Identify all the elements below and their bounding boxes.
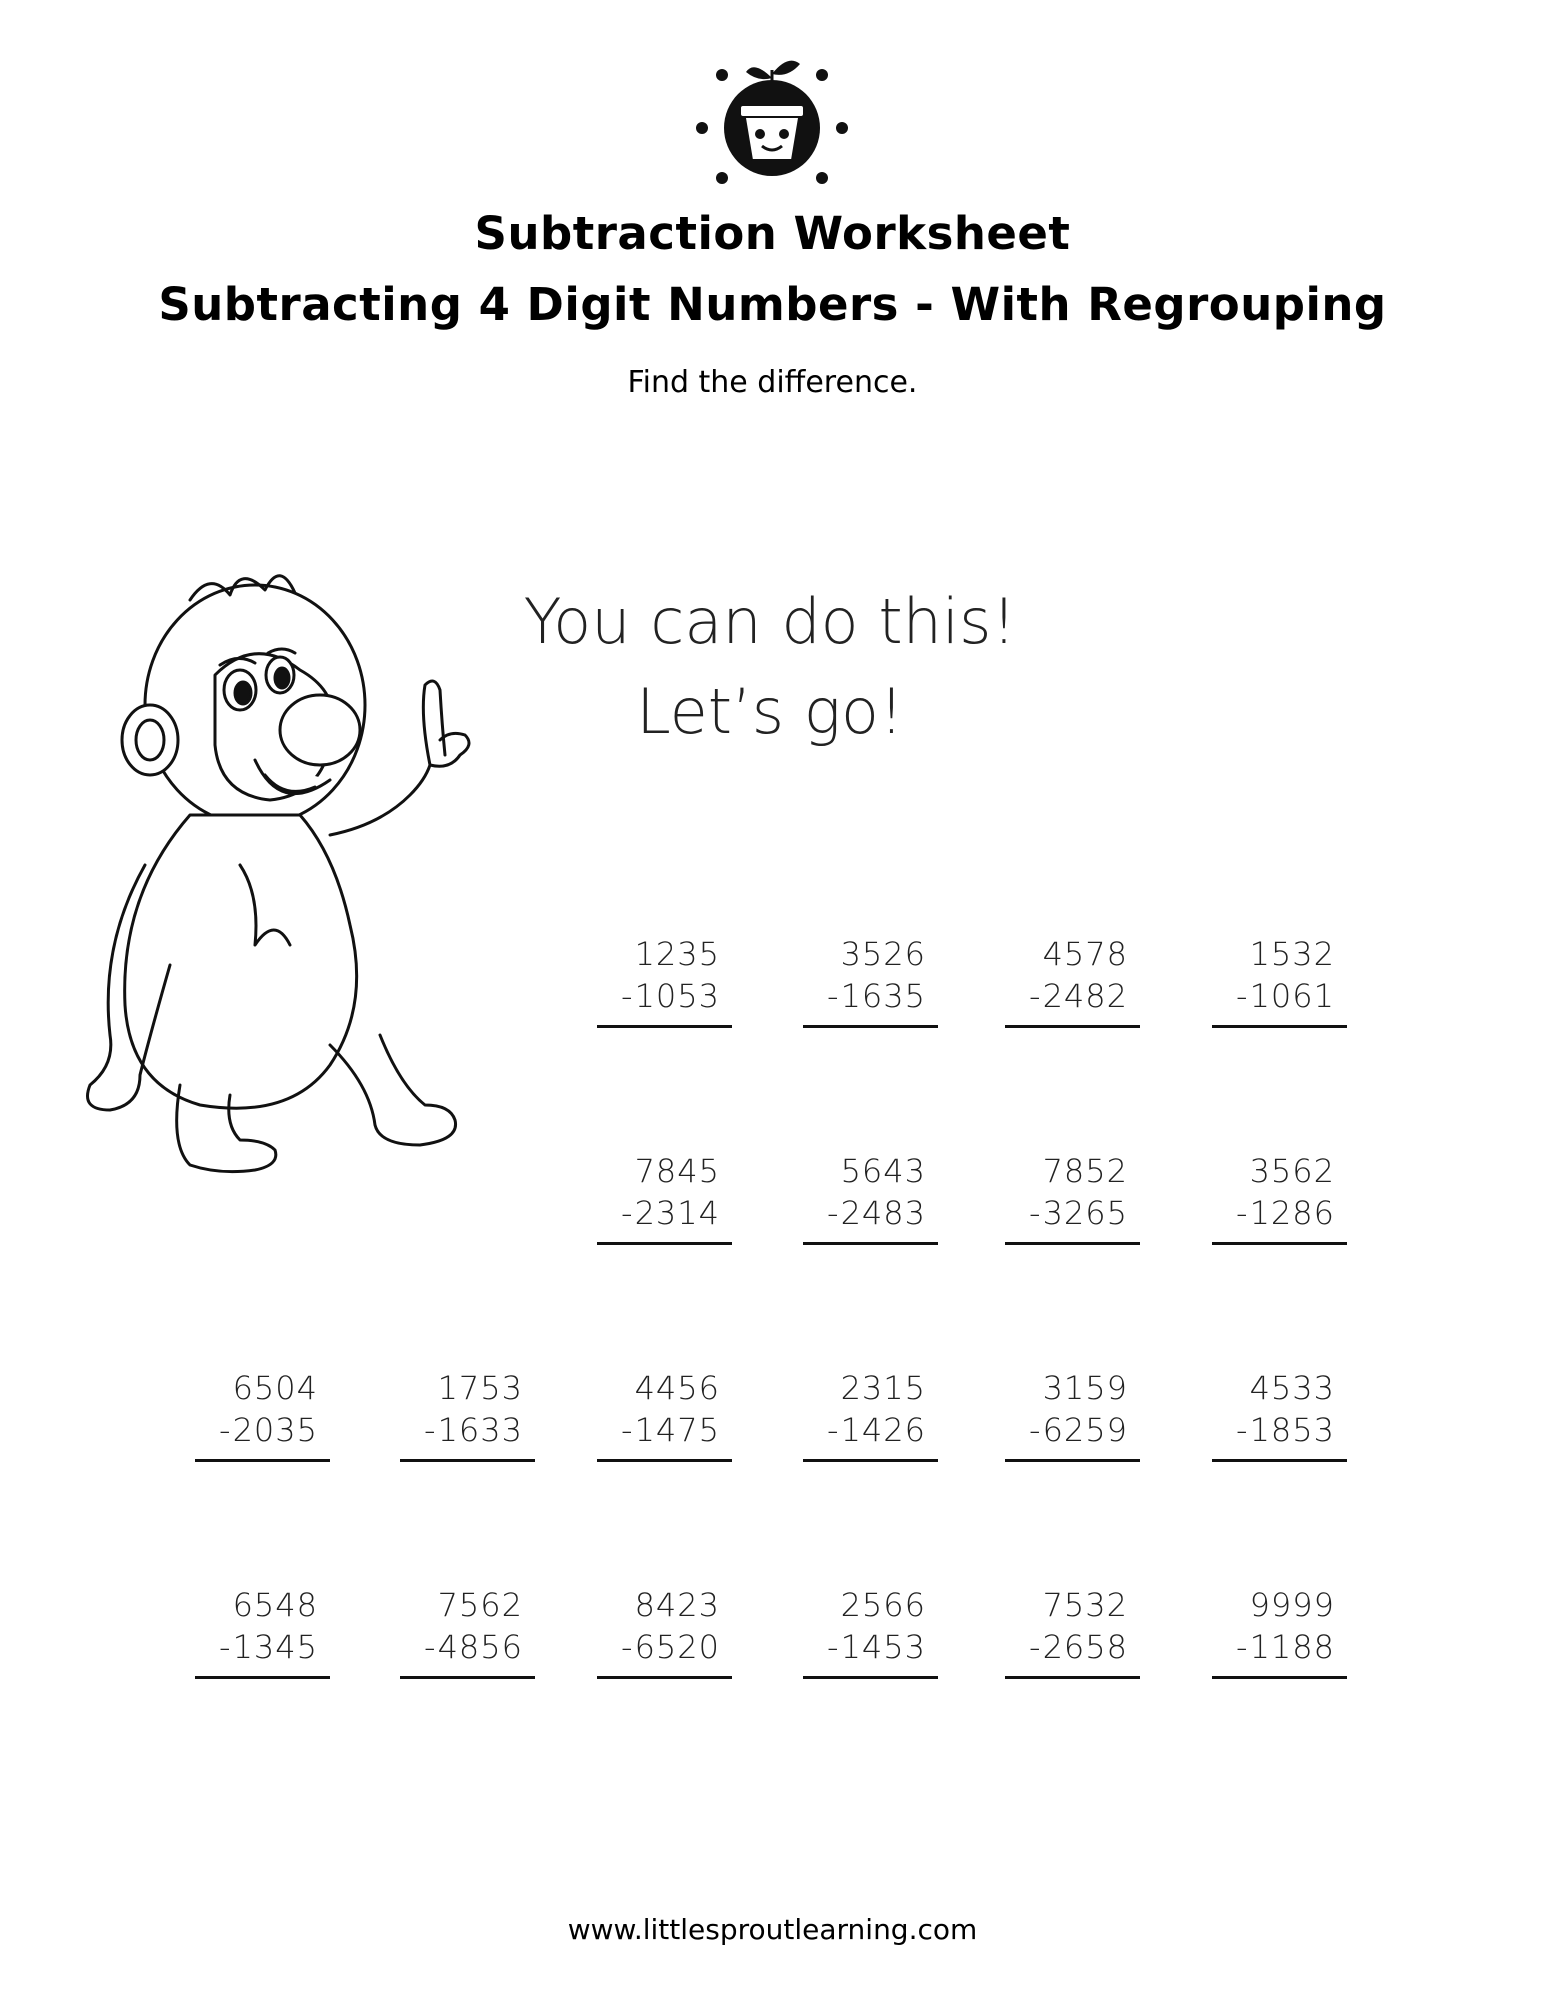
subtrahend: 1635 [840, 977, 926, 1015]
minuend: 7532 [1042, 1586, 1128, 1624]
minuend: 6504 [232, 1369, 318, 1407]
subtrahend: 1053 [634, 977, 720, 1015]
subtraction-problem [803, 1369, 938, 1479]
minuend: 6548 [232, 1586, 318, 1624]
subtrahend: 1188 [1249, 1628, 1335, 1666]
minuend: 7562 [437, 1586, 523, 1624]
subtraction-problem [1005, 1152, 1140, 1262]
answer-line[interactable] [803, 1242, 938, 1245]
minus-sign: - [621, 1411, 633, 1449]
subtrahend: 2035 [232, 1411, 318, 1449]
minus-sign: - [827, 1411, 839, 1449]
subtrahend: 2482 [1042, 977, 1128, 1015]
subtraction-problem [597, 1369, 732, 1479]
minuend: 4456 [634, 1369, 720, 1407]
answer-line[interactable] [597, 1459, 732, 1462]
answer-line[interactable] [1005, 1676, 1140, 1679]
subtrahend: 3265 [1042, 1194, 1128, 1232]
answer-line[interactable] [195, 1459, 330, 1462]
subtraction-problem [597, 935, 732, 1045]
subtraction-problem [1212, 1369, 1347, 1479]
answer-line[interactable] [1005, 1242, 1140, 1245]
answer-line[interactable] [1212, 1676, 1347, 1679]
minuend: 2315 [840, 1369, 926, 1407]
minus-sign: - [827, 1194, 839, 1232]
subtraction-problem [803, 1586, 938, 1696]
answer-line[interactable] [195, 1676, 330, 1679]
minuend: 1532 [1249, 935, 1335, 973]
minuend: 1235 [634, 935, 720, 973]
encouragement-line-2: Let’s go! [636, 675, 904, 748]
minuend: 2566 [840, 1586, 926, 1624]
minuend: 4578 [1042, 935, 1128, 973]
minuend: 3562 [1249, 1152, 1335, 1190]
worksheet-title: Subtraction Worksheet [474, 207, 1071, 260]
minus-sign: - [1236, 1194, 1248, 1232]
encouragement-line-1: You can do this! [523, 585, 1017, 658]
minuend: 3526 [840, 935, 926, 973]
subtrahend: 4856 [437, 1628, 523, 1666]
subtraction-problem [803, 1152, 938, 1262]
minuend: 4533 [1249, 1369, 1335, 1407]
minus-sign: - [1236, 1628, 1248, 1666]
sprout-logo-icon [682, 50, 862, 190]
minuend: 7845 [634, 1152, 720, 1190]
answer-line[interactable] [597, 1242, 732, 1245]
subtrahend: 2314 [634, 1194, 720, 1232]
subtrahend: 1453 [840, 1628, 926, 1666]
minuend: 9999 [1249, 1586, 1335, 1624]
minus-sign: - [1236, 977, 1248, 1015]
subtraction-problem [1005, 935, 1140, 1045]
subtrahend: 1061 [1249, 977, 1335, 1015]
subtrahend: 1286 [1249, 1194, 1335, 1232]
subtraction-problem [195, 1586, 330, 1696]
answer-line[interactable] [1212, 1459, 1347, 1462]
subtrahend: 1853 [1249, 1411, 1335, 1449]
subtraction-problem [1212, 935, 1347, 1045]
subtraction-problem [597, 1152, 732, 1262]
answer-line[interactable] [1005, 1459, 1140, 1462]
answer-line[interactable] [400, 1676, 535, 1679]
minus-sign: - [827, 1628, 839, 1666]
answer-line[interactable] [803, 1676, 938, 1679]
minuend: 7852 [1042, 1152, 1128, 1190]
answer-line[interactable] [597, 1025, 732, 1028]
subtrahend: 6520 [634, 1628, 720, 1666]
minus-sign: - [621, 977, 633, 1015]
subtrahend: 6259 [1042, 1411, 1128, 1449]
answer-line[interactable] [803, 1025, 938, 1028]
minus-sign: - [1029, 1628, 1041, 1666]
subtraction-problem [400, 1369, 535, 1479]
minuend: 3159 [1042, 1369, 1128, 1407]
footer-website: www.littlesproutlearning.com [567, 1913, 978, 1946]
subtraction-problem [597, 1586, 732, 1696]
subtrahend: 1345 [232, 1628, 318, 1666]
minuend: 5643 [840, 1152, 926, 1190]
minuend: 1753 [437, 1369, 523, 1407]
minus-sign: - [424, 1411, 436, 1449]
subtrahend: 2658 [1042, 1628, 1128, 1666]
minus-sign: - [1029, 977, 1041, 1015]
subtraction-problem [195, 1369, 330, 1479]
minus-sign: - [1029, 1411, 1041, 1449]
subtrahend: 2483 [840, 1194, 926, 1232]
answer-line[interactable] [1212, 1242, 1347, 1245]
minus-sign: - [219, 1411, 231, 1449]
instructions-text: Find the difference. [627, 365, 918, 400]
minus-sign: - [1236, 1411, 1248, 1449]
subtraction-problem [1005, 1586, 1140, 1696]
subtraction-problem [1212, 1586, 1347, 1696]
subtraction-problem [1005, 1369, 1140, 1479]
minus-sign: - [621, 1194, 633, 1232]
monkey-illustration-icon [80, 565, 570, 1215]
subtraction-problem [400, 1586, 535, 1696]
subtraction-problem [803, 935, 938, 1045]
worksheet-subtitle: Subtracting 4 Digit Numbers - With Regrouping [158, 278, 1387, 331]
answer-line[interactable] [597, 1676, 732, 1679]
minus-sign: - [1029, 1194, 1041, 1232]
minus-sign: - [219, 1628, 231, 1666]
subtrahend: 1475 [634, 1411, 720, 1449]
minus-sign: - [424, 1628, 436, 1666]
minus-sign: - [827, 977, 839, 1015]
minuend: 8423 [634, 1586, 720, 1624]
subtraction-problem [1212, 1152, 1347, 1262]
subtrahend: 1426 [840, 1411, 926, 1449]
answer-line[interactable] [1212, 1025, 1347, 1028]
answer-line[interactable] [1005, 1025, 1140, 1028]
answer-line[interactable] [803, 1459, 938, 1462]
answer-line[interactable] [400, 1459, 535, 1462]
minus-sign: - [621, 1628, 633, 1666]
subtrahend: 1633 [437, 1411, 523, 1449]
